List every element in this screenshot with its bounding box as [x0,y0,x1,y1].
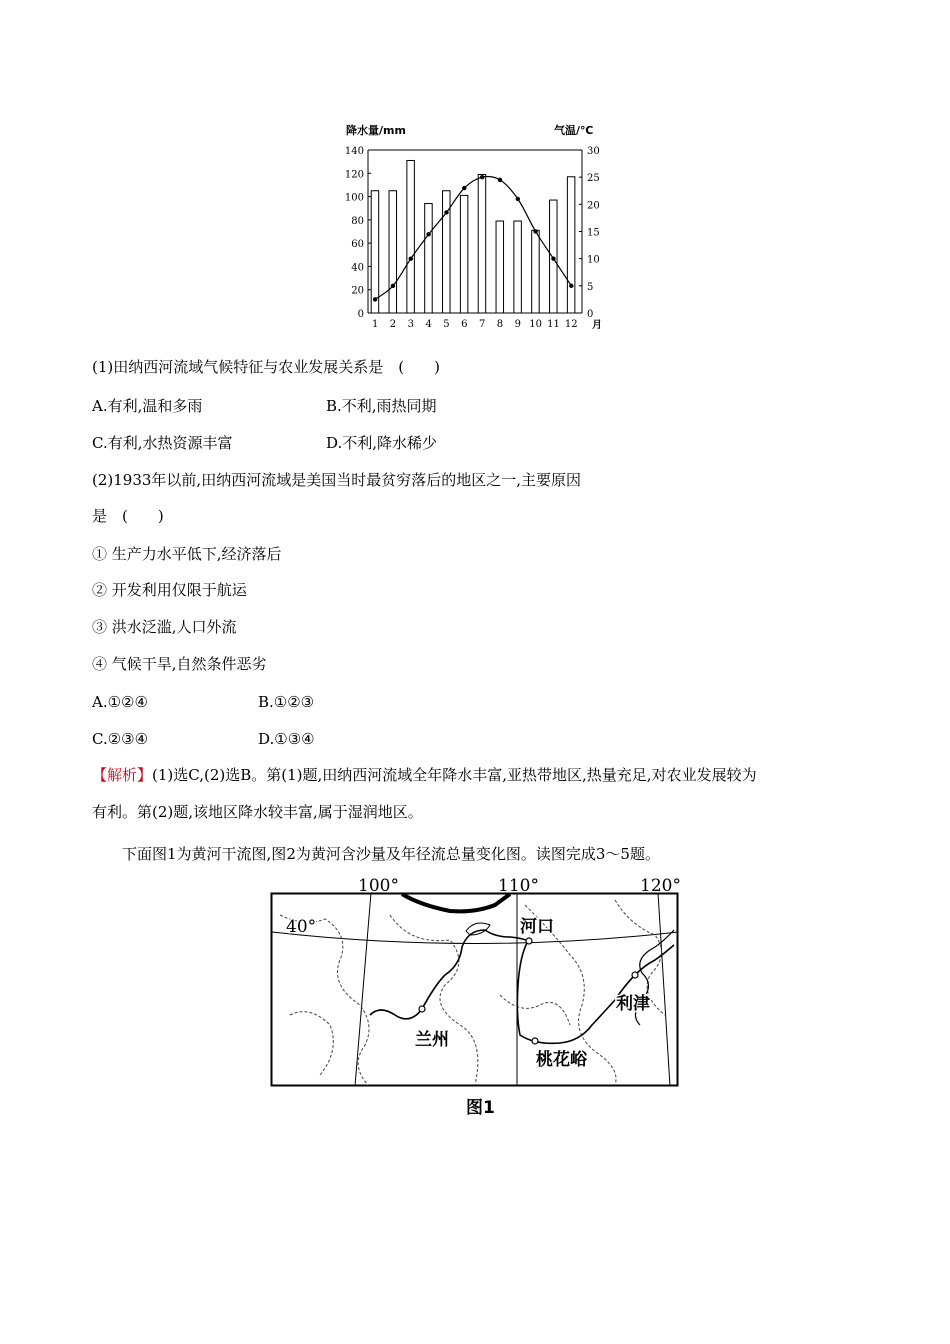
precipitation-bar [478,174,485,313]
y-left-tick-label: 100 [344,192,364,204]
x-tick-label: 4 [425,319,432,330]
question2-option-c: C.②③④ [92,730,149,748]
question2-item-2: ② 开发利用仅限于航运 [92,581,247,599]
temperature-point [498,178,502,182]
question2-stem-line1: (2)1933年以前,田纳西河流域是美国当时最贫穷落后的地区之一,主要原因 [92,471,581,489]
question2-item-3: ③ 洪水泛滥,人口外流 [92,618,237,636]
climate-chart-svg [340,118,620,340]
analysis-line1 [92,765,757,785]
x-tick-label: 9 [514,319,521,330]
city-lanzhou-dot [419,1006,425,1012]
analysis-line2: 有利。第(2)题,该地区降水较丰富,属于湿润地区。 [92,803,423,821]
y-left-tick-label: 60 [351,239,364,251]
temperature-point [516,197,520,201]
question1-stem: (1)田纳西河流域气候特征与农业发展关系是 ( ) [92,358,440,376]
question2-option-d: D.①③④ [258,730,315,748]
x-tick-label: 11 [547,319,560,330]
longitude-label-110: 110° [498,876,539,896]
analysis-text1: (1)选C,(2)选B。第(1)题,田纳西河流域全年降水丰富,亚热带地区,热量充足,对农业发展较为 [152,766,757,784]
y-axis-left-title: 降水量/mm [346,124,406,137]
x-tick-label: 6 [461,319,468,330]
temperature-point [462,186,466,190]
precipitation-bar [532,230,539,313]
question1-option-c: C.有利,水热资源丰富 [92,434,233,452]
question1-option-d: D.不利,降水稀少 [326,434,438,452]
map-caption: 图1 [466,1098,495,1118]
precipitation-bar [496,221,503,313]
y-axis-right-title: 气温/℃ [554,124,594,137]
question2-option-a: A.①②④ [92,693,148,711]
temperature-line [375,176,571,299]
city-hekou-dot [526,938,532,944]
place-label-lanzhou: 兰州 [415,1030,449,1050]
temperature-point [373,297,377,301]
y-left-tick-label: 20 [351,285,364,297]
x-tick-label: 3 [407,319,414,330]
analysis-tag: 【解析】 [92,766,153,784]
question1-option-a: A.有利,温和多雨 [92,397,203,415]
precipitation-bar [514,221,521,313]
place-label-hekou: 河口 [520,917,554,937]
x-tick-label: 10 [529,319,543,330]
x-tick-label: 1 [371,319,379,330]
y-left-tick-label: 40 [351,262,364,274]
x-tick-label: 5 [443,319,450,330]
y-left-tick-label: 80 [351,215,364,227]
intro-text: 下面图1为黄河干流图,图2为黄河含沙量及年径流总量变化图。读图完成3～5题。 [122,845,660,863]
y-left-tick-label: 140 [344,146,364,157]
x-axis-unit: 月 [592,320,602,331]
yellow-river-map [270,875,680,1120]
question2-item-4: ④ 气候干旱,自然条件恶劣 [92,655,267,673]
question2-option-b: B.①②③ [258,693,315,711]
temperature-point [444,210,448,214]
precipitation-bar [460,195,467,313]
longitude-label-120: 120° [640,876,680,896]
question1-option-b: B.不利,雨热同期 [326,397,437,415]
y-right-tick-label: 30 [587,146,600,157]
city-taohuayu-dot [532,1038,538,1044]
temperature-point [533,229,537,233]
y-left-tick-label: 0 [357,309,364,320]
y-right-tick-label: 0 [587,309,594,320]
y-right-tick-label: 20 [587,200,600,212]
question2-stem-line2: 是 ( ) [92,507,164,525]
place-label-taohuayu: 桃花峪 [536,1050,587,1070]
temperature-point [426,232,430,236]
climate-chart [340,118,620,340]
city-lijin-dot [632,972,638,978]
x-tick-label: 12 [564,319,578,330]
precipitation-bar [407,160,414,313]
temperature-point [551,256,555,260]
precipitation-bar [567,177,574,313]
yellow-river-map-svg [270,875,680,1120]
temperature-point [391,284,395,288]
y-right-tick-label: 10 [587,254,600,266]
y-right-tick-label: 5 [587,281,594,293]
map-frame [272,894,678,1086]
precipitation-bar [371,191,378,313]
y-right-tick-label: 15 [587,227,600,239]
temperature-point [409,256,413,260]
question2-item-1: ① 生产力水平低下,经济落后 [92,545,282,563]
x-tick-label: 2 [389,319,397,330]
precipitation-bar [425,204,432,313]
precipitation-bar [389,191,396,313]
place-label-lijin: 利津 [616,994,650,1014]
longitude-label-100: 100° [358,876,399,896]
temperature-point [569,284,573,288]
temperature-point [480,175,484,179]
x-tick-label: 8 [496,319,504,330]
x-tick-label: 7 [478,319,486,330]
y-left-tick-label: 120 [344,169,364,181]
latitude-label-40: 40° [286,917,317,937]
y-right-tick-label: 25 [587,173,600,185]
